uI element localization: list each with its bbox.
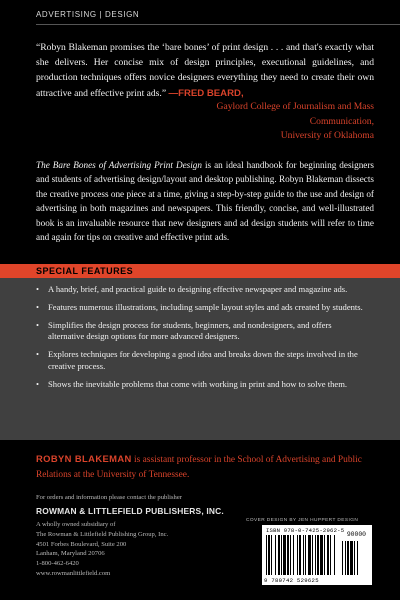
special-features-panel — [0, 278, 400, 440]
list-item: • A handy, brief, and practical guide to designing effective newspaper and magazine ads. — [36, 284, 348, 294]
barcode-icon — [266, 535, 368, 575]
quote-affiliation-line: Gaylord College of Journalism and Mass Communication, — [216, 101, 374, 127]
address-line: Lanham, Maryland 20706 — [36, 550, 105, 558]
publisher-name: ROWMAN & LITTLEFIELD PUBLISHERS, INC. — [36, 506, 224, 516]
price-code: 90000 — [346, 531, 366, 538]
bullet-icon: • — [36, 319, 40, 330]
author-bio-text: is assistant professor in the School of Advertising and Public Relations at the University of Tennessee. — [36, 455, 362, 480]
isbn-number: ISBN 978-0-7425-2962-5 — [266, 527, 345, 534]
book-title: The Bare Bones of Advertising Print Design — [36, 160, 202, 170]
description-text: is an ideal handbook for beginning designers and students of advertising design/layout and desktop publishing. Robyn Blakeman dissects the creative process one piece at a time, giving a step-by-step guide to the use and design of advertising in both magazines and newspapers. This friendly, concise, and well-illustrated book is an invaluable resource that new designers and ad design students will refer to time and again for tips on creative and effective print ads. — [36, 160, 374, 243]
quote-attribution-name: —FRED BEARD, — [168, 87, 244, 99]
bullet-icon: • — [36, 284, 40, 294]
list-item: • Shows the inevitable problems that come with working in print and how to solve them. — [36, 378, 348, 389]
author-bio — [36, 452, 374, 482]
quote-affiliation — [150, 100, 374, 144]
list-item: • Features numerous illustrations, including sample layout styles and ads created by students. — [36, 301, 363, 312]
list-item: • Explores techniques for developing a good idea and breaks down the steps involved in the creative process. — [36, 349, 358, 371]
publisher-address — [36, 520, 168, 579]
address-line: 4501 Forbes Boulevard, Suite 200 — [36, 540, 127, 548]
special-features-heading: SPECIAL FEATURES — [0, 264, 400, 278]
address-line: The Rowman & Littlefield Publishing Group, Inc. — [36, 530, 169, 538]
address-line: A wholly owned subsidiary of — [36, 521, 116, 528]
bullet-icon: • — [36, 301, 40, 312]
orders-note: For orders and information please contact the publisher — [36, 494, 182, 501]
book-description — [36, 158, 374, 244]
address-line: 1-800-462-6420 — [36, 560, 79, 568]
bullet-icon: • — [36, 378, 40, 389]
category-label: ADVERTISING | DESIGN — [36, 10, 140, 19]
quote-text: “Robyn Blakeman promises the ‘bare bones’ of print design . . . and that's exactly what she delivers. Her concise mix of design principles, executional guidelines, and production techniques offers novice designers everything they need to create their own attractive and effective print ads.” — [36, 42, 374, 99]
endorsement-quote — [36, 40, 374, 101]
list-item: • Simplifies the design process for students, beginners, and nondesigners, and offers alternative design options for more advanced designers. — [36, 319, 332, 342]
barcode-block — [262, 525, 372, 585]
cover-design-credit: COVER DESIGN BY JEN HUPPERT DESIGN — [246, 518, 359, 523]
features-list — [36, 284, 366, 397]
quote-affiliation-line: University of Oklahoma — [280, 130, 374, 142]
publisher-website-link[interactable]: www.rowmanlittlefield.com — [36, 569, 111, 577]
category-divider — [36, 24, 400, 25]
ean-digits: 9 780742 529625 — [264, 577, 319, 584]
author-name: ROBYN BLAKEMAN — [36, 453, 132, 464]
bullet-icon: • — [36, 349, 40, 360]
